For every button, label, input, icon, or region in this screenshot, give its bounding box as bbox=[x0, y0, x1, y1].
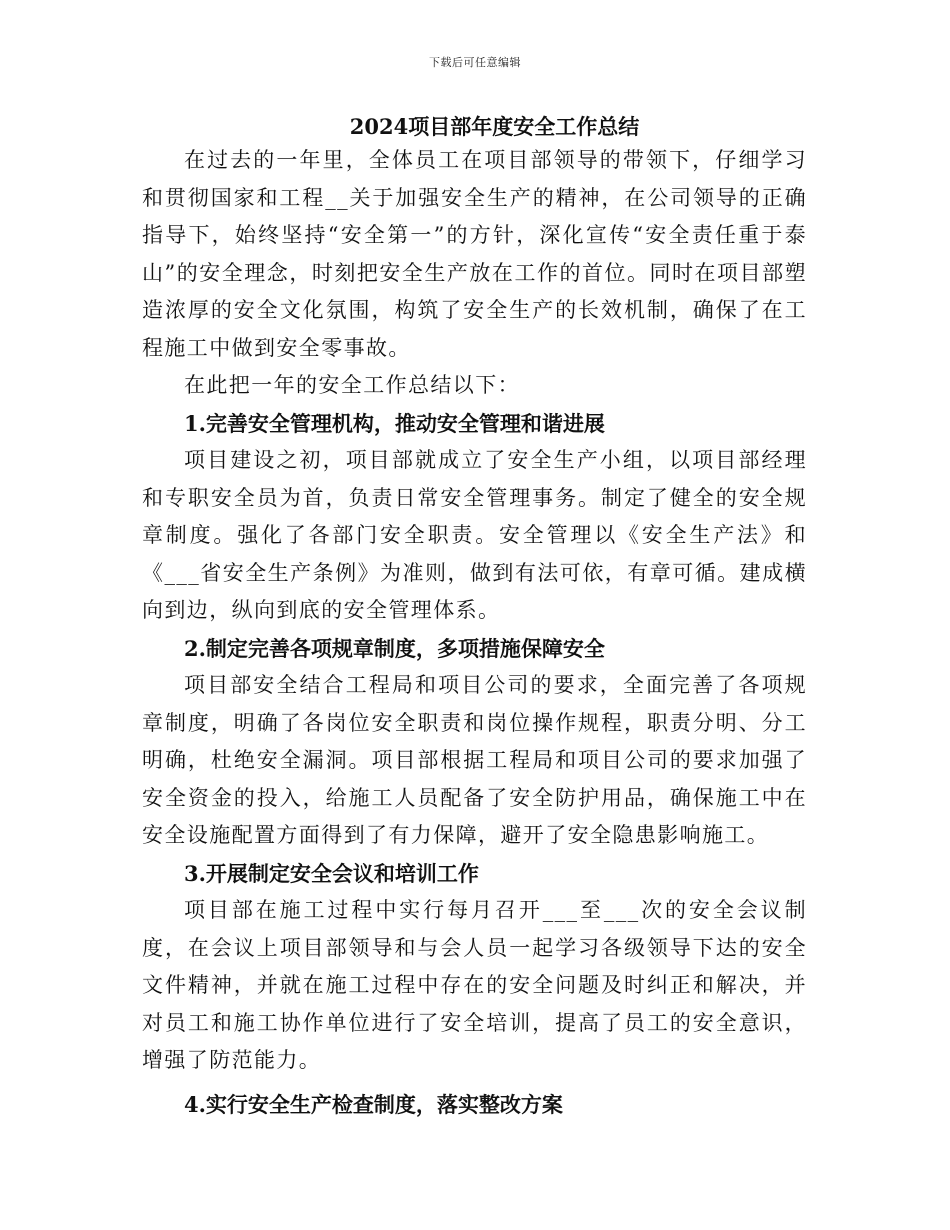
header-note: 下载后可任意编辑 bbox=[429, 56, 521, 69]
section-heading: 3.开展制定安全会议和培训工作 bbox=[184, 860, 479, 886]
section-body: 项目建设之初，项目部就成立了安全生产小组，以项目部经理和专职安全员为首，负责日常安全管理事务。制定了健全的安全规章制度。强化了各部门安全职责。安全管理以《安全生产法》和《___省安全生产条例》为准则，做到有法可依，有章可循。建成横向到边，纵向到底的安全管理体系。 bbox=[142, 448, 807, 622]
summary-lead: 在此把一年的安全工作总结以下： bbox=[184, 373, 520, 397]
intro-paragraph: 在过去的一年里，全体员工在项目部领导的带领下，仔细学习和贯彻国家和工程__关于加强安全生产的精神，在公司领导的正确指导下，始终坚持“安全第一”的方针，深化宣传“安全责任重于泰山”的安全理念，时刻把安全生产放在工作的首位。同时在项目部塑造浓厚的安全文化氛围，构筑了安全生产的长效机制，确保了在工程施工中做到安全零事故。 bbox=[142, 148, 807, 360]
section-body: 项目部在施工过程中实行每月召开___至___次的安全会议制度，在会议上项目部领导和与会人员一起学习各级领导下达的安全文件精神，并就在施工过程中存在的安全问题及时纠正和解决，并对员工和施工协作单位进行了安全培训，提高了员工的安全意识，增强了防范能力。 bbox=[142, 898, 807, 1072]
document-page bbox=[142, 112, 807, 1123]
document-title: 2024项目部年度安全工作总结 bbox=[349, 114, 640, 139]
section-heading: 1.完善安全管理机构，推动安全管理和谐进展 bbox=[184, 410, 605, 436]
section-heading: 2.制定完善各项规章制度，多项措施保障安全 bbox=[184, 635, 605, 661]
section-body: 项目部安全结合工程局和项目公司的要求，全面完善了各项规章制度，明确了各岗位安全职责和岗位操作规程，职责分明、分工明确，杜绝安全漏洞。项目部根据工程局和项目公司的要求加强了安全资金的投入，给施工人员配备了安全防护用品，确保施工中在安全设施配置方面得到了有力保障，避开了安全隐患影响施工。 bbox=[142, 673, 807, 847]
section-heading: 4.实行安全生产检查制度，落实整改方案 bbox=[184, 1091, 563, 1117]
